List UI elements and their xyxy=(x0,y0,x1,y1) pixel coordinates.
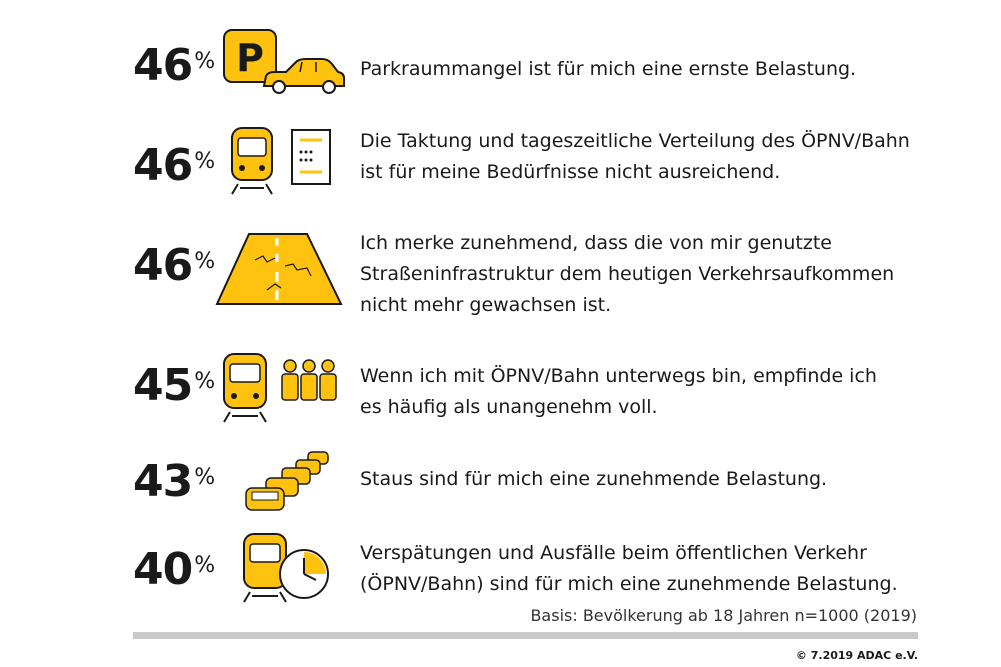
train-delay-clock-icon xyxy=(240,530,332,604)
percentage: 46% xyxy=(133,40,215,91)
percentage: 46% xyxy=(133,140,215,191)
statement-text: Die Taktung und tageszeitliche Verteilung des ÖPNV/Bahn ist für meine Bedürfnisse nicht ausreichend. xyxy=(360,130,910,183)
crowded-train-icon xyxy=(220,350,345,424)
copyright: © 7.2019 ADAC e.V. xyxy=(795,649,918,662)
statement-text: Wenn ich mit ÖPNV/Bahn unterwegs bin, empfinde ich es häufig als unangenehm voll. xyxy=(360,365,877,418)
statement-text: Ich merke zunehmend, dass die von mir genutzte Straßeninfrastruktur dem heutigen Verkehrsaufkommen nicht mehr gewachsen ist. xyxy=(360,232,895,316)
percentage: 45% xyxy=(133,360,215,411)
percentage: 40% xyxy=(133,544,215,595)
traffic-jam-icon xyxy=(242,448,332,514)
statement-text: Staus sind für mich eine zunehmende Belastung. xyxy=(360,468,828,490)
statement-text: Verspätungen und Ausfälle beim öffentlichen Verkehr (ÖPNV/Bahn) sind für mich eine zunehmende Belastung. xyxy=(360,542,898,595)
percentage: 46% xyxy=(133,240,215,291)
divider xyxy=(133,632,918,639)
basis-note: Basis: Bevölkerung ab 18 Jahren n=1000 (2019) xyxy=(530,606,917,625)
svg-text:P: P xyxy=(236,36,264,80)
cracked-road-icon xyxy=(215,230,345,308)
train-timetable-icon xyxy=(228,124,338,196)
percentage: 43% xyxy=(133,456,215,507)
statement-text: Parkraummangel ist für mich eine ernste Belastung. xyxy=(360,58,857,80)
parking-car-icon xyxy=(222,28,347,98)
